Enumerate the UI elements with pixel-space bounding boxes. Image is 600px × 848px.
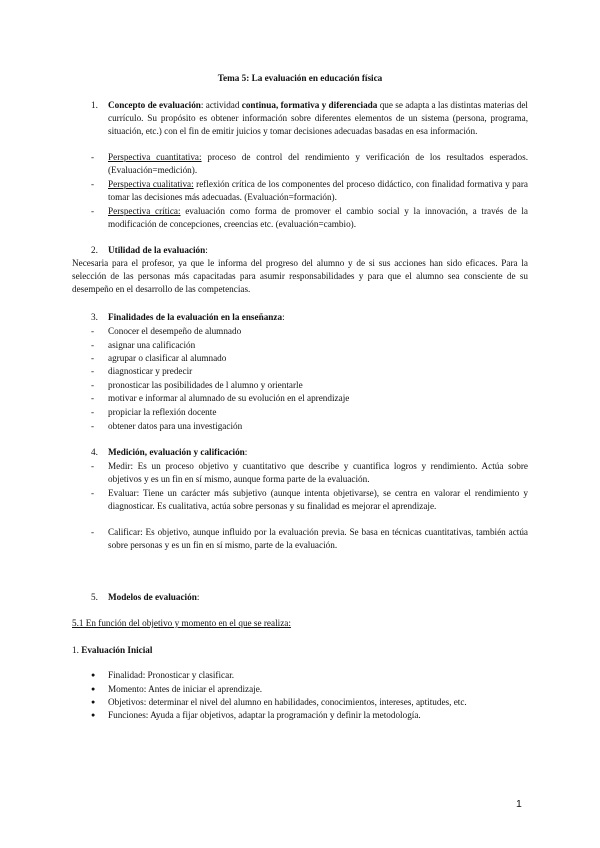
perspective-text: evaluación como forma de promover el cambio social y la innovación, a través de la modificación de concepciones, creencias etc. (evaluación=cambio). xyxy=(108,206,528,229)
dash-marker: - xyxy=(91,421,95,431)
list-item: agrupar o clasificar al alumnado xyxy=(108,353,227,363)
section-1-heading: Concepto de evaluación xyxy=(108,100,201,110)
list-item: obtener datos para una investigación xyxy=(108,421,243,431)
list-item: diagnosticar y predecir xyxy=(108,366,193,376)
subsubsection-number: 1. xyxy=(72,645,79,655)
section-2-paragraph: Necesaria para el profesor, ya que le informa del progreso del alumno y de si sus acciones han sido eficaces. Para la selección de las personas más capacitadas para asumir responsabilidades y para que el alumno sea consciente de su desempeño en el desarrollo de las competencias. xyxy=(72,258,528,294)
list-item: Conocer el desempeño de alumnado xyxy=(108,326,242,336)
dash-marker: - xyxy=(91,152,95,162)
dash-marker: - xyxy=(91,461,95,471)
list-item: propiciar la reflexión docente xyxy=(108,407,217,417)
section-4-heading-line xyxy=(108,446,247,459)
list-item: motivar e informar al alumnado de su evolución en el aprendizaje xyxy=(108,393,350,403)
perspective-text: proceso de control del rendimiento y verificación de los resultados esperados. (Evaluación=medición). xyxy=(108,152,528,175)
section-1-paragraph xyxy=(108,99,528,138)
bullet-icon: ● xyxy=(91,698,96,706)
dash-marker: - xyxy=(91,527,95,537)
subsection-title-text: 5.1 En función del objetivo y momento en el que se realiza: xyxy=(72,618,291,628)
section-4-number: 4. xyxy=(91,447,98,457)
section-5-heading: Modelos de evaluación xyxy=(108,592,197,602)
bullet-item: Finalidad: Pronosticar y clasificar. xyxy=(108,670,235,680)
section-1-number: 1. xyxy=(91,100,98,110)
colon: : xyxy=(205,245,208,255)
section-1-text-b: que se adapta a las distintas materias del currículo. Su propósito es obtener información sobre diferentes elementos de un sistema (persona, programa, situación, etc.) con el fin de emitir juicios y tomar decisiones adecuadas basadas en esa información. xyxy=(108,100,528,136)
definition-item: Medir: Es un proceso objetivo y cuantitativo que describe y cuantifica logros y rendimiento. Actúa sobre objetivos y es un fin en sí mismo, aunque forma parte de la evaluación. xyxy=(108,461,528,484)
perspective-label: Perspectiva cuantitativa: xyxy=(108,152,202,162)
list-item: asignar una calificación xyxy=(108,340,196,350)
perspective-label: Perspectiva cualitativa: xyxy=(108,179,194,189)
colon: : xyxy=(244,447,248,457)
subsubsection-heading xyxy=(72,644,152,657)
definition-item: Evaluar: Tiene un carácter más subjetivo (aunque intenta objetivarse), se centra en valorar el rendimiento y diagnosticar. Es cualitativa, actúa sobre personas y su finalidad es mejorar el aprendizaje. xyxy=(108,488,528,511)
dash-marker: - xyxy=(91,366,95,376)
bullet-item: Funciones: Ayuda a fijar objetivos, adaptar la programación y definir la metodología. xyxy=(108,710,421,720)
page-number: 1 xyxy=(516,798,522,810)
perspective-item xyxy=(108,205,528,231)
dash-marker: - xyxy=(91,179,95,189)
bullet-item: Objetivos: determinar el nivel del alumno en habilidades, conocimientos, intereses, aptitudes, etc. xyxy=(108,697,467,707)
section-1-bold: continua, formativa y diferenciada xyxy=(241,100,378,110)
subsubsection-title: Evaluación Inicial xyxy=(81,645,153,655)
dash-marker: - xyxy=(91,488,95,498)
section-4-heading: Medición, evaluación y calificación xyxy=(108,447,245,457)
list-item: pronosticar las posibilidades de l alumno y orientarle xyxy=(108,380,303,390)
bullet-icon: ● xyxy=(91,671,96,679)
perspective-item xyxy=(108,178,528,204)
section-2-heading-line xyxy=(108,244,208,257)
dash-marker: - xyxy=(91,380,95,390)
page-title: Tema 5: La evaluación en educación física xyxy=(217,73,383,83)
section-1-text-a: : actividad xyxy=(200,100,242,110)
dash-marker: - xyxy=(91,326,95,336)
bullet-item: Momento: Antes de iniciar el aprendizaje. xyxy=(108,684,263,694)
dash-marker: - xyxy=(91,407,95,417)
dash-marker: - xyxy=(91,393,95,403)
dash-marker: - xyxy=(91,340,95,350)
colon: : xyxy=(282,312,285,322)
dash-marker: - xyxy=(91,206,95,216)
section-3-heading-line xyxy=(108,311,285,324)
subsection-title xyxy=(72,617,291,630)
section-3-number: 3. xyxy=(91,312,98,322)
definition-item: Calificar: Es objetivo, aunque influido por la evaluación previa. Se basa en técnicas cuantitativas, también actúa sobre personas y es un fin en sí mismo, parte de la evaluación. xyxy=(108,527,528,550)
perspective-item xyxy=(108,151,528,177)
section-5-number: 5. xyxy=(91,592,98,602)
perspective-label: Perspectiva crítica: xyxy=(108,206,181,216)
perspective-text: reflexión crítica de los componentes del proceso didáctico, con finalidad formativa y para tomar las decisiones más adecuadas. (Evaluación=formación). xyxy=(108,179,528,202)
section-3-heading: Finalidades de la evaluación en la enseñanza xyxy=(108,312,283,322)
bullet-icon: ● xyxy=(91,685,96,693)
colon: : xyxy=(196,592,200,602)
dash-marker: - xyxy=(91,353,95,363)
section-2-heading: Utilidad de la evaluación xyxy=(108,245,206,255)
bullet-icon: ● xyxy=(91,711,96,719)
section-5-heading-line xyxy=(108,591,199,604)
section-2-number: 2. xyxy=(91,245,98,255)
